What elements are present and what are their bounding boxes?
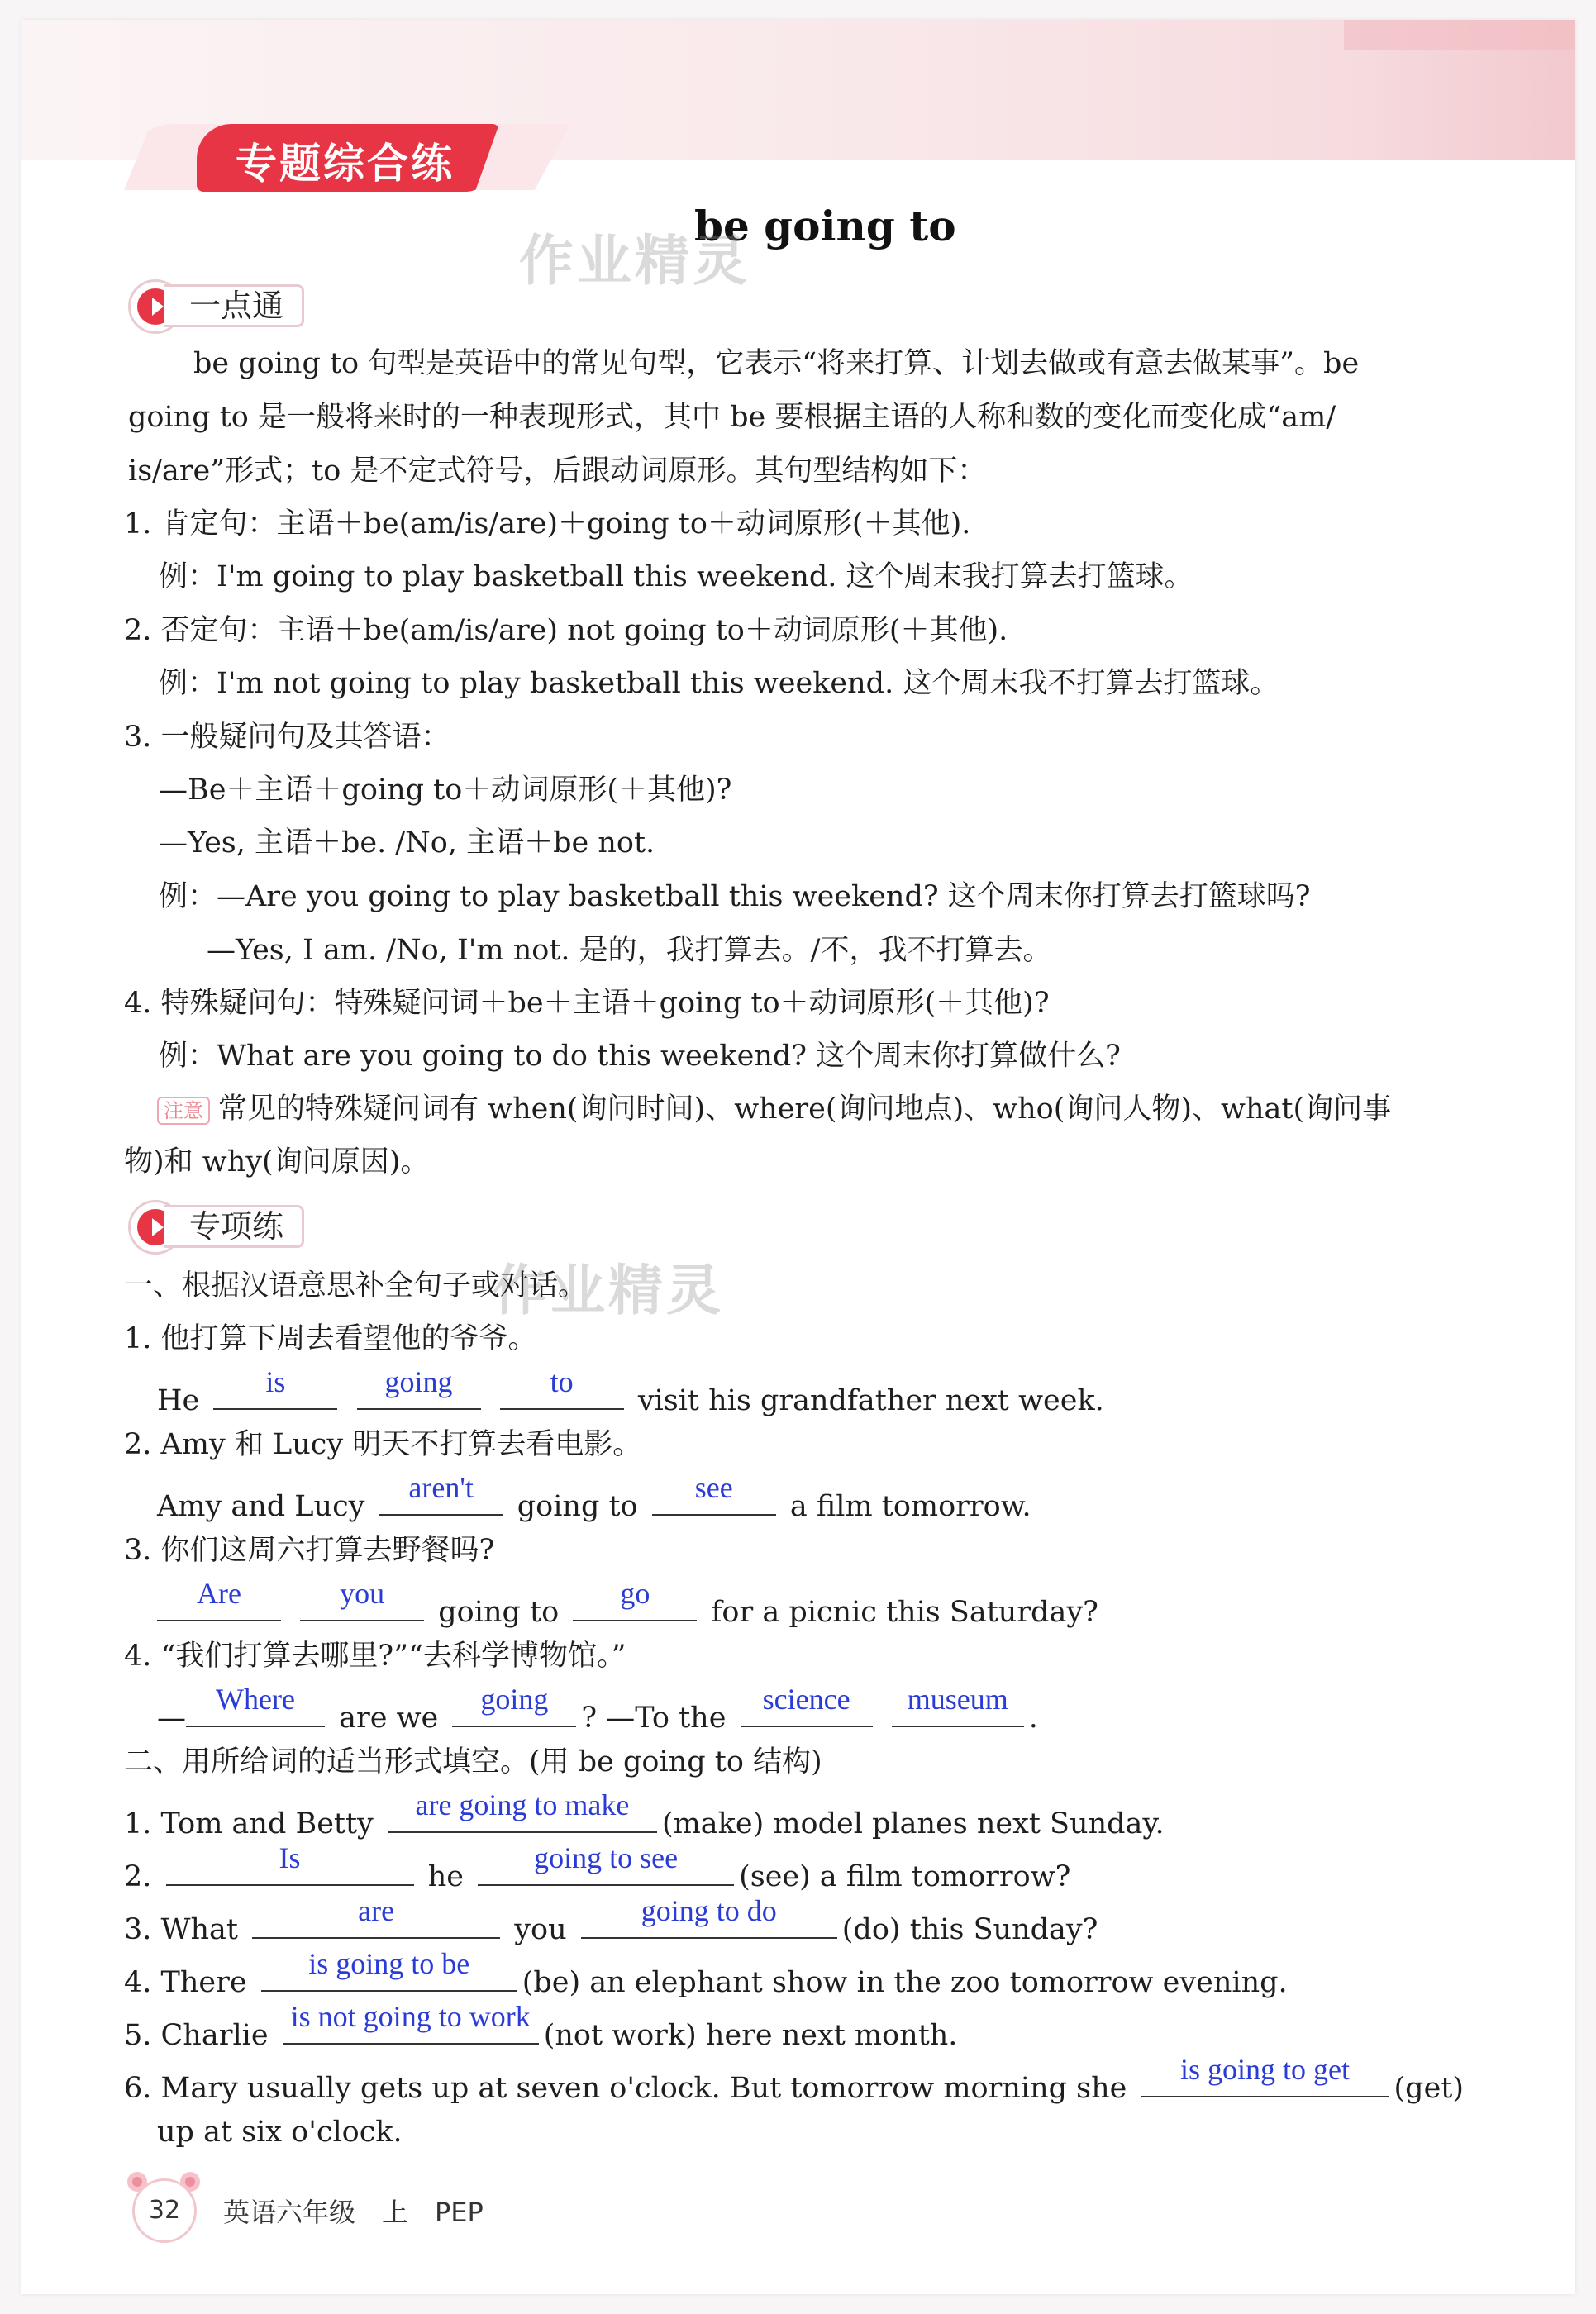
answer-blank: to	[500, 1372, 624, 1410]
answer-blank: museum	[892, 1689, 1024, 1727]
part2-title: 二、用所给词的适当形式填空。(用 be going to 结构)	[124, 1745, 822, 1778]
q4-chinese: 4. “我们打算去哪里?”“去科学博物馆。”	[124, 1640, 626, 1673]
r6-sentence-continued: up at six o'clock.	[157, 2116, 403, 2149]
answer-blank: go	[573, 1583, 697, 1621]
note-line-2: 物)和 why(询问原因)。	[124, 1145, 430, 1178]
rule-affirmative-example: 例：I'm going to play basketball this weekend. 这个周末我打算去打篮球。	[159, 560, 1193, 593]
r5-sentence: 5. Charlie is not going to work (not work) here next month.	[124, 2000, 958, 2052]
q3-chinese: 3. 你们这周六打算去野餐吗?	[124, 1534, 495, 1567]
answer-blank: going to see	[478, 1848, 734, 1886]
answer-blank: Where	[186, 1689, 325, 1727]
part1-title: 一、根据汉语意思补全句子或对话。	[124, 1269, 588, 1302]
rule-special-question: 4. 特殊疑问句：特殊疑问词＋be＋主语＋going to＋动词原形(＋其他)?	[124, 987, 1050, 1020]
note-tag: 注意	[157, 1097, 210, 1125]
note-text: 常见的特殊疑问词有 when(询问时间)、where(询问地点)、who(询问人物)、what(询问事	[218, 1093, 1392, 1126]
answer-blank: is not going to work	[283, 2007, 539, 2045]
answer-blank: going	[357, 1372, 481, 1410]
answer-blank: is	[213, 1372, 337, 1410]
note-line-1	[157, 1089, 1391, 1129]
rule-general-question-example: 例：—Are you going to play basketball this weekend? 这个周末你打算去打篮球吗?	[159, 880, 1311, 913]
q2-sentence: Amy and Lucy aren't going to see a film tomorrow.	[157, 1471, 1031, 1523]
rule-general-question: 3. 一般疑问句及其答语：	[124, 721, 450, 754]
answer-blank: is going to get	[1141, 2059, 1389, 2097]
page-number: 32	[132, 2178, 197, 2243]
intro-line-3: is/are”形式；to 是不定式符号，后跟动词原形。其句型结构如下：	[128, 455, 987, 488]
answer-blank: aren't	[379, 1478, 503, 1516]
rule-special-question-example: 例：What are you going to do this weekend? 这个周末你打算做什么?	[159, 1040, 1121, 1073]
rule-affirmative: 1. 肯定句：主语＋be(am/is/are)＋going to＋动词原形(＋其他).	[124, 507, 971, 540]
rule-general-question-answer: —Yes, 主语＋be. /No, 主语＋be not.	[159, 826, 655, 859]
answer-blank: are	[252, 1901, 500, 1939]
q3-sentence: Are you going to go for a picnic this Saturday?	[157, 1583, 1098, 1632]
q2-chinese: 2. Amy 和 Lucy 明天不打算去看电影。	[124, 1428, 642, 1461]
watermark-middle: 作业精灵	[493, 1259, 724, 1322]
rule-negative: 2. 否定句：主语＋be(am/is/are) not going to＋动词原形(＋其他).	[124, 614, 1008, 647]
answer-blank: going to do	[581, 1901, 837, 1939]
answer-blank: science	[741, 1689, 873, 1727]
rule-negative-example: 例：I'm not going to play basketball this weekend. 这个周末我不打算去打篮球。	[159, 667, 1279, 700]
q1-sentence: He is going to visit his grandfather next week.	[157, 1365, 1104, 1417]
r2-sentence: 2. Is he going to see (see) a film tomorrow?	[124, 1841, 1071, 1893]
page-title: be going to	[694, 202, 956, 250]
intro-line-2: going to 是一般将来时的一种表现形式，其中 be 要根据主语的人称和数的变化而变化成“am/	[128, 401, 1336, 434]
answer-blank: is going to be	[261, 1954, 517, 1992]
answer-blank: Is	[166, 1848, 414, 1886]
r1-sentence: 1. Tom and Betty are going to make (make) model planes next Sunday.	[124, 1788, 1165, 1840]
section-label: 专项练	[164, 1205, 304, 1248]
rule-general-question-example-answer: —Yes, I am. /No, I'm not. 是的，我打算去。/不，我不打算去。	[207, 934, 1052, 967]
watermark-top: 作业精灵	[519, 229, 750, 293]
r4-sentence: 4. There is going to be (be) an elephant show in the zoo tomorrow evening.	[124, 1947, 1288, 1999]
q4-sentence: — Where are we going ? —To the science museum .	[157, 1683, 1038, 1735]
answer-blank: you	[300, 1583, 424, 1621]
banner-title: 专题综合练	[236, 140, 455, 188]
answer-blank: going	[452, 1689, 576, 1727]
rule-general-question-form: —Be＋主语＋going to＋动词原形(＋其他)?	[159, 774, 732, 807]
intro-line-1: be going to 句型是英语中的常见句型，它表示“将来打算、计划去做或有意去做某事”。be	[193, 347, 1360, 380]
section-label: 一点通	[164, 284, 304, 327]
q1-chinese: 1. 他打算下周去看望他的爷爷。	[124, 1322, 537, 1355]
answer-blank: see	[652, 1478, 776, 1516]
footer-book-info: 英语六年级 上 PEP	[223, 2197, 484, 2228]
answer-blank: Are	[157, 1583, 281, 1621]
r3-sentence: 3. What are you going to do (do) this Sunday?	[124, 1894, 1098, 1946]
r6-sentence: 6. Mary usually gets up at seven o'clock. But tomorrow morning she is going to get (get)	[124, 2053, 1465, 2105]
answer-blank: are going to make	[388, 1795, 657, 1833]
